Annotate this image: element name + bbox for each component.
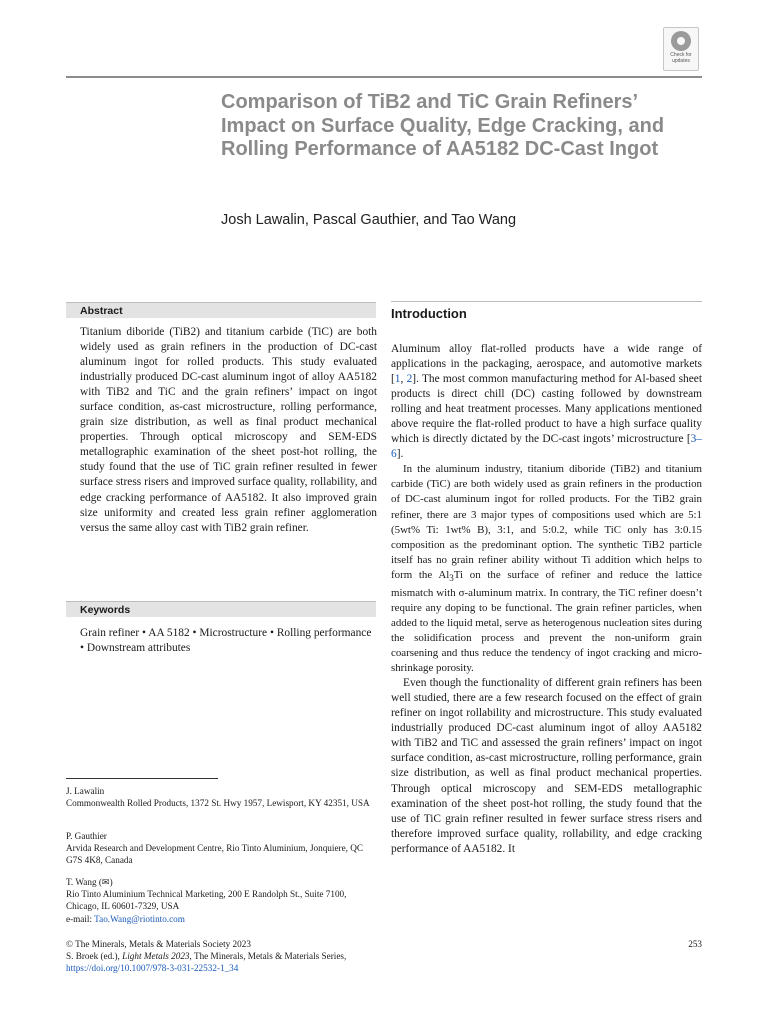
keyword-separator: •: [269, 627, 274, 639]
keyword-item: Rolling performance: [276, 627, 372, 639]
introduction-rule: [391, 301, 702, 302]
keywords-list: [80, 626, 377, 656]
doi-link[interactable]: https://doi.org/10.1007/978-3-031-22532-1_34: [66, 963, 239, 974]
page-number: 253: [688, 939, 702, 949]
author-list: Josh Lawalin, Pascal Gauthier, and Tao Wang: [221, 212, 517, 228]
header-rule: [66, 76, 702, 78]
crossmark-icon: [671, 31, 691, 51]
intro-paragraph-3: Even though the functionality of different grain refiners has been well studied, there are a few research focused on the effect of grain refiner on ingot rollability and microstructure. This study evaluated industrially produced DC-cast aluminum ingot of alloy AA5182 with TiB2 and TiC and assessed the grain refiners’ impact on ingot surface condition, as-cast microstructure, rolling performance, grain size distribution, as well as final product mechanical properties. Through optical microscopy and SEM-EDS metallographic examination of the sheet post-hot rolling, the study found that the use of TiC grain refiner resulted in fewer surface stress risers and therefore improved surface quality, rollability, and edge cracking performance of AA5182. It: [391, 677, 702, 855]
check-for-updates-badge[interactable]: [663, 27, 699, 71]
keywords-heading: Keywords: [66, 601, 376, 617]
intro-paragraph-1: Aluminum alloy flat-rolled products have a wide range of applications in the packaging, aerospace, and automotive markets [1, 2]. The most common manufacturing method for Al-based sheet products is direct chill (DC) casting followed by downstream rolling and heat treatment processes. Many applications mentioned above require the flat-rolled product to have a high surface quality which is directly dictated by the DC-cast ingots’ microstructure [3–6].: [391, 343, 702, 461]
citation-link[interactable]: 2: [406, 373, 413, 386]
keyword-item: AA 5182: [148, 627, 190, 639]
keyword-separator: •: [80, 642, 84, 655]
abstract-heading: Abstract: [66, 302, 376, 318]
paper-title: Comparison of TiB2 and TiC Grain Refiners’ Impact on Surface Quality, Edge Cracking, and Rolling Performance of AA5182 DC-Cast Ingot: [221, 91, 665, 160]
affiliation-lawalin: J. Lawalin Commonwealth Rolled Products, 1372 St. Hwy 1957, Lewisport, KY 42351, USA: [66, 786, 370, 809]
copyright-line: © The Minerals, Metals & Materials Society 2023: [66, 939, 251, 949]
keyword-item: Downstream attributes: [86, 642, 191, 655]
doi-line: [66, 962, 702, 974]
keyword-separator: •: [142, 627, 146, 639]
keyword-item: Grain refiner: [80, 627, 140, 639]
page-footer: [66, 938, 702, 975]
introduction-heading: Introduction: [391, 306, 467, 321]
keyword-item: Microstructure: [199, 627, 268, 639]
keyword-separator: •: [192, 627, 197, 639]
citation-link[interactable]: 3–6: [391, 433, 702, 461]
citation-line: S. Broek (ed.), Light Metals 2023, The Minerals, Metals & Materials Series,: [66, 951, 347, 962]
citation-link[interactable]: 1: [394, 373, 401, 386]
affiliation-gauthier: P. Gauthier Arvida Research and Development Centre, Rio Tinto Aluminium, Jonquiere, QC G7S 4K8, Canada: [66, 831, 364, 866]
affiliation-wang: T. Wang (✉) Rio Tinto Aluminium Technical Marketing, 200 E Randolph St., Suite 7100, Chicago, IL 60601-7329, USA e-mail: Tao.Wang@riotinto.com: [66, 877, 347, 924]
badge-label-1: Check for: [670, 52, 692, 58]
intro-paragraph-2: In the aluminum industry, titanium diboride (TiB2) and titanium carbide (TiC) are both widely used as grain refiners in the production of DC-cast aluminum ingot for rolled products. For the TiB2 grain refiner, there are 3 major types of compositions used which are 5:1 (5wt% Ti: 1wt% B), 3:1, and 5:0.2, while TiC only has 3:0.15 composition as the predominant option. The synthetic TiB2 particle itself has no grain refiner ability without Ti addition which helps to form the $Al_3Ti$ on the surface of refiner and reduce the lattice mismatch with σ-aluminum matrix. In contrary, the TiC refiner doesn’t require any doping to be functional. The grain refiner particles, when added to the liquid metal, serve as heterogenous nucleation sites during the solidification process and prevent the non-uniform grain coarsening and thus reduce the tendency of ingot cracking and micro-shrinkage porosity.: [391, 463, 702, 675]
introduction-body: [391, 342, 702, 857]
footnote-rule: [66, 778, 218, 779]
email-link[interactable]: Tao.Wang@riotinto.com: [94, 913, 185, 924]
badge-label-2: updates: [672, 58, 690, 64]
abstract-text: Titanium diboride (TiB2) and titanium carbide (TiC) are both widely used as grain refiners in the production of DC-cast aluminum ingot for rolled products. This study evaluated industrially produced DC-cast aluminum ingot of alloy AA5182 with TiB2 and TiC and the grain refiners’ impact on ingot surface condition, as-cast microstructure, rolling performance, grain size distribution, as well as final product mechanical properties. Through optical microscopy and SEM-EDS metallographic examination of the sheet post-hot rolling, the study found that the use of TiC grain refiner resulted in fewer surface stress risers and improved surface quality, rollability, and edge cracking performance of AA5182. It also improved grain size uniformity and created less grain refiner agglomeration versus the same alloy cast with TiB2 grain refiner.: [80, 326, 377, 534]
